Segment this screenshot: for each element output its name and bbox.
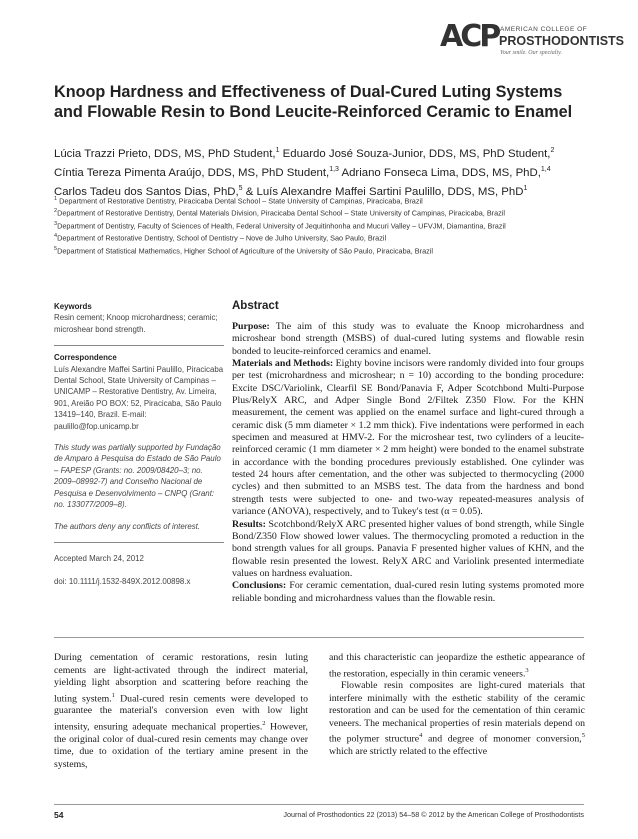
acp-logo-line1: AMERICAN COLLEGE OF: [500, 26, 588, 33]
doi[interactable]: doi: 10.1111/j.1532-849X.2012.00898.x: [54, 577, 191, 587]
author-1: Lúcia Trazzi Prieto, DDS, MS, PhD Student,: [54, 147, 276, 160]
affiliation-5-num: 5: [54, 245, 58, 252]
journal-citation: Journal of Prosthodontics 22 (2013) 54–58 © 2012 by the American College of Prosthodontists: [283, 810, 584, 819]
author-1-affil: 1: [275, 147, 280, 154]
conflict-note: The authors deny any conflicts of interest.: [54, 521, 201, 531]
author-4-affil: 1,4: [540, 165, 551, 173]
correspondence-heading: Correspondence: [54, 353, 117, 363]
paper-title: Knoop Hardness and Effectiveness of Dual-Cured Luting Systems and Flowable Resin to Bond Leucite-Reinforced Ceramic to Enamel: [54, 83, 573, 121]
col2-text-c: and degree of monomer conversion,: [422, 733, 582, 745]
sidebar-divider-2: [54, 542, 224, 543]
col1-text-b: Dual-cured resin cements were developed to guarantee the material's conversion even with low light intensity, ensuring adequate mechanical properties.: [54, 692, 308, 733]
col2-ref-3: 5: [581, 732, 585, 740]
sidebar-divider: [54, 345, 224, 346]
abstract-body: [232, 321, 584, 605]
abstract-conclusions: [232, 580, 584, 605]
funding-note: This study was partially supported by Fundação de Amparo à Pesquisa do Estado de São Paulo – FAPESP (Grants: no. 2009/08420–3; no. 2009–08992-7) and Conselho Nacional de Pesquisa e Desenvolvimento – CNPQ (Grant: no. 133077/2009–8).: [54, 443, 221, 510]
body-paragraph-2: [329, 652, 585, 680]
author-2-affil: 2: [550, 147, 555, 154]
acp-logo-tagline: Your smile. Our specialty.: [500, 50, 562, 56]
affiliation-4: [54, 231, 594, 243]
author-3: Cíntia Tereza Pimenta Araújo, DDS, MS, PhD Student,: [54, 166, 330, 179]
body-paragraph-3: [329, 680, 585, 758]
author-4: Adriano Fonseca Lima, DDS, MS, PhD,: [338, 166, 541, 179]
author-5: Carlos Tadeu dos Santos Dias, PhD,: [54, 185, 239, 198]
abstract-methods: [232, 358, 584, 518]
affiliation-4-text: Department of Restorative Dentistry, School of Dentistry – Nove de Julho University, Sao Paulo, Brazil: [57, 233, 387, 243]
abstract-heading: Abstract: [232, 300, 279, 312]
affiliation-2: [54, 206, 594, 218]
affiliation-3-num: 3: [54, 220, 58, 227]
author-3-affil: 1,3: [329, 165, 339, 173]
keywords-heading: Keywords: [54, 302, 92, 311]
acp-logo: [440, 19, 625, 66]
affiliation-3: [54, 219, 594, 231]
accepted-date: Accepted March 24, 2012: [54, 553, 144, 563]
results-text: Scotchbond/RelyX ARC presented higher values of bond strength, while Single Bond/Z350 Flow showed lower values. The thermocycling promoted a reduction in the bond strength values for all groups. Panavia F presented higher values of KHN, and the flowable resin presented the lowest. RelyX ARC and Variolink presented intermediate values on hardness evaluation.: [232, 518, 584, 579]
section-divider: [54, 637, 584, 638]
affiliation-1: [54, 194, 594, 206]
keywords-text: Resin cement; Knoop microhardness; ceramic; microshear bond strength.: [54, 313, 218, 334]
col2-ref-1: 3: [525, 666, 529, 674]
body-paragraph-1: [54, 652, 308, 771]
footer-divider: [54, 804, 584, 805]
methods-text: Eighty bovine incisors were randomly divided into four groups per test (microhardness and microshear; n = 10) according to the bonding procedure: Excite DSC/Variolink, Clearfil SE Bond/Panavia F, Adper Scotchbond Multi-Purpose Plus/RelyX ARC, and Adper Single Bond 2/Filtek Z350 Flow. For the KHN measurement, the cement was applied on the enamel surface and light-cured through a ceramic disk (5 mm diameter × 1.2 mm thick). Five indentations were performed in each specimen and measured at HMV-2. For the microshear test, two cylinders of a leucite-reinforced ceramic (1 mm diameter × 2 mm height) were bonded to the enamel substrate in accordance with the bonding procedures previously established. One cylinder was tested 24 hours after cementation, and the other was subjected to thermocycling (2000 cycles) and then submitted to an MSBS test. The data from the hardness and bond strength tests were subjected to one- and two-way repeated-measures analysis of variance (ANOVA), respectively, and to Tukey's test (α = 0.05).: [232, 358, 584, 518]
conclusions-text: For ceramic cementation, dual-cured resin luting systems promoted more reliable bonding and microhardness values than the flowable resin.: [232, 580, 584, 604]
col1-text-a: During cementation of ceramic restorations, resin luting cements are light-activated through the indirect material, yielding light absorption and scattering before reaching the luting system.: [54, 652, 308, 704]
affiliations: [54, 194, 594, 256]
purpose-label: Purpose:: [232, 321, 270, 332]
col1-ref-1: 1: [111, 691, 115, 699]
article-sidebar: [54, 301, 224, 598]
author-list: [54, 143, 594, 199]
col2-text-a: and this characteristic can jeopardize the esthetic appearance of the restoration, especially in thin ceramic veneers.: [329, 652, 585, 679]
col1-ref-2: 2: [262, 719, 266, 727]
author-2: Eduardo José Souza-Junior, DDS, MS, PhD Student,: [279, 147, 551, 160]
body-column-2: [329, 652, 585, 759]
page-number: 54: [54, 810, 64, 820]
affiliation-1-num: 1: [54, 196, 58, 202]
col2-text-b: Flowable resin composites are light-cured materials that interfere minimally with the esthetic stability of the ceramic restoration and can be used for the cementation of thin ceramic veneers. The mechanical properties of resin materials depend on the polymer structure: [329, 680, 585, 745]
results-label: Results:: [232, 518, 266, 530]
acp-logo-mark: ACP: [440, 19, 499, 54]
affiliation-2-num: 2: [54, 208, 58, 215]
author-6: & Luís Alexandre Maffei Sartini Paulillo, DDS, MS, PhD: [242, 185, 524, 198]
abstract-purpose: [232, 321, 584, 358]
author-5-affil: 5: [238, 184, 243, 192]
affiliation-1-text: Department of Restorative Dentistry, Piracicaba Dental School – State University of Campinas, Piracicaba, Brazil: [57, 196, 423, 206]
conclusions-label: Conclusions:: [232, 580, 287, 592]
purpose-text: The aim of this study was to evaluate the Knoop microhardness and microshear bond strength (MSBS) of dual-cured luting systems and flowable resin bonded to leucite-reinforced ceramics and enamel.: [232, 321, 584, 357]
correspondence-text: Luís Alexandre Maffei Sartini Paulillo, Piracicaba Dental School, State University of Campinas – UNICAMP – Restorative Dentistry, Av. Limeira, 901, Areião PO BOX: 52, Piracicaba, São Paulo 13419–140, Brazil. E-mail: paulillo@fop.unicamp.br: [54, 364, 224, 431]
affiliation-2-text: Department of Restorative Dentistry, Dental Materials Division, Piracicaba Dental School – State University of Campinas, Piracicaba, Brazil: [57, 208, 506, 218]
affiliation-5-text: Department of Statistical Mathematics, Higher School of Agriculture of the University of São Paulo, Piracicaba, Brazil: [57, 246, 434, 256]
author-6-affil: 1: [523, 184, 528, 192]
body-column-1: [54, 652, 308, 771]
affiliation-4-num: 4: [54, 233, 58, 240]
col2-ref-2: 4: [419, 732, 423, 740]
col2-text-d: which are strictly related to the effective: [329, 746, 488, 758]
affiliation-5: [54, 244, 594, 256]
acp-logo-line2: PROSTHODONTISTS: [499, 34, 625, 48]
col1-text-c: However, the original color of dual-cured resin cements may change over time, due to oxidation of the tertiary amine present in the systems,: [54, 721, 308, 770]
methods-label: Materials and Methods:: [232, 358, 334, 370]
affiliation-3-text: Department of Dentistry, Faculty of Sciences of Health, Federal University of Jequitinhonha and Mucuri Valley – UFVJM, Diamantina, Brazil: [57, 221, 506, 231]
abstract-results: [232, 519, 584, 581]
